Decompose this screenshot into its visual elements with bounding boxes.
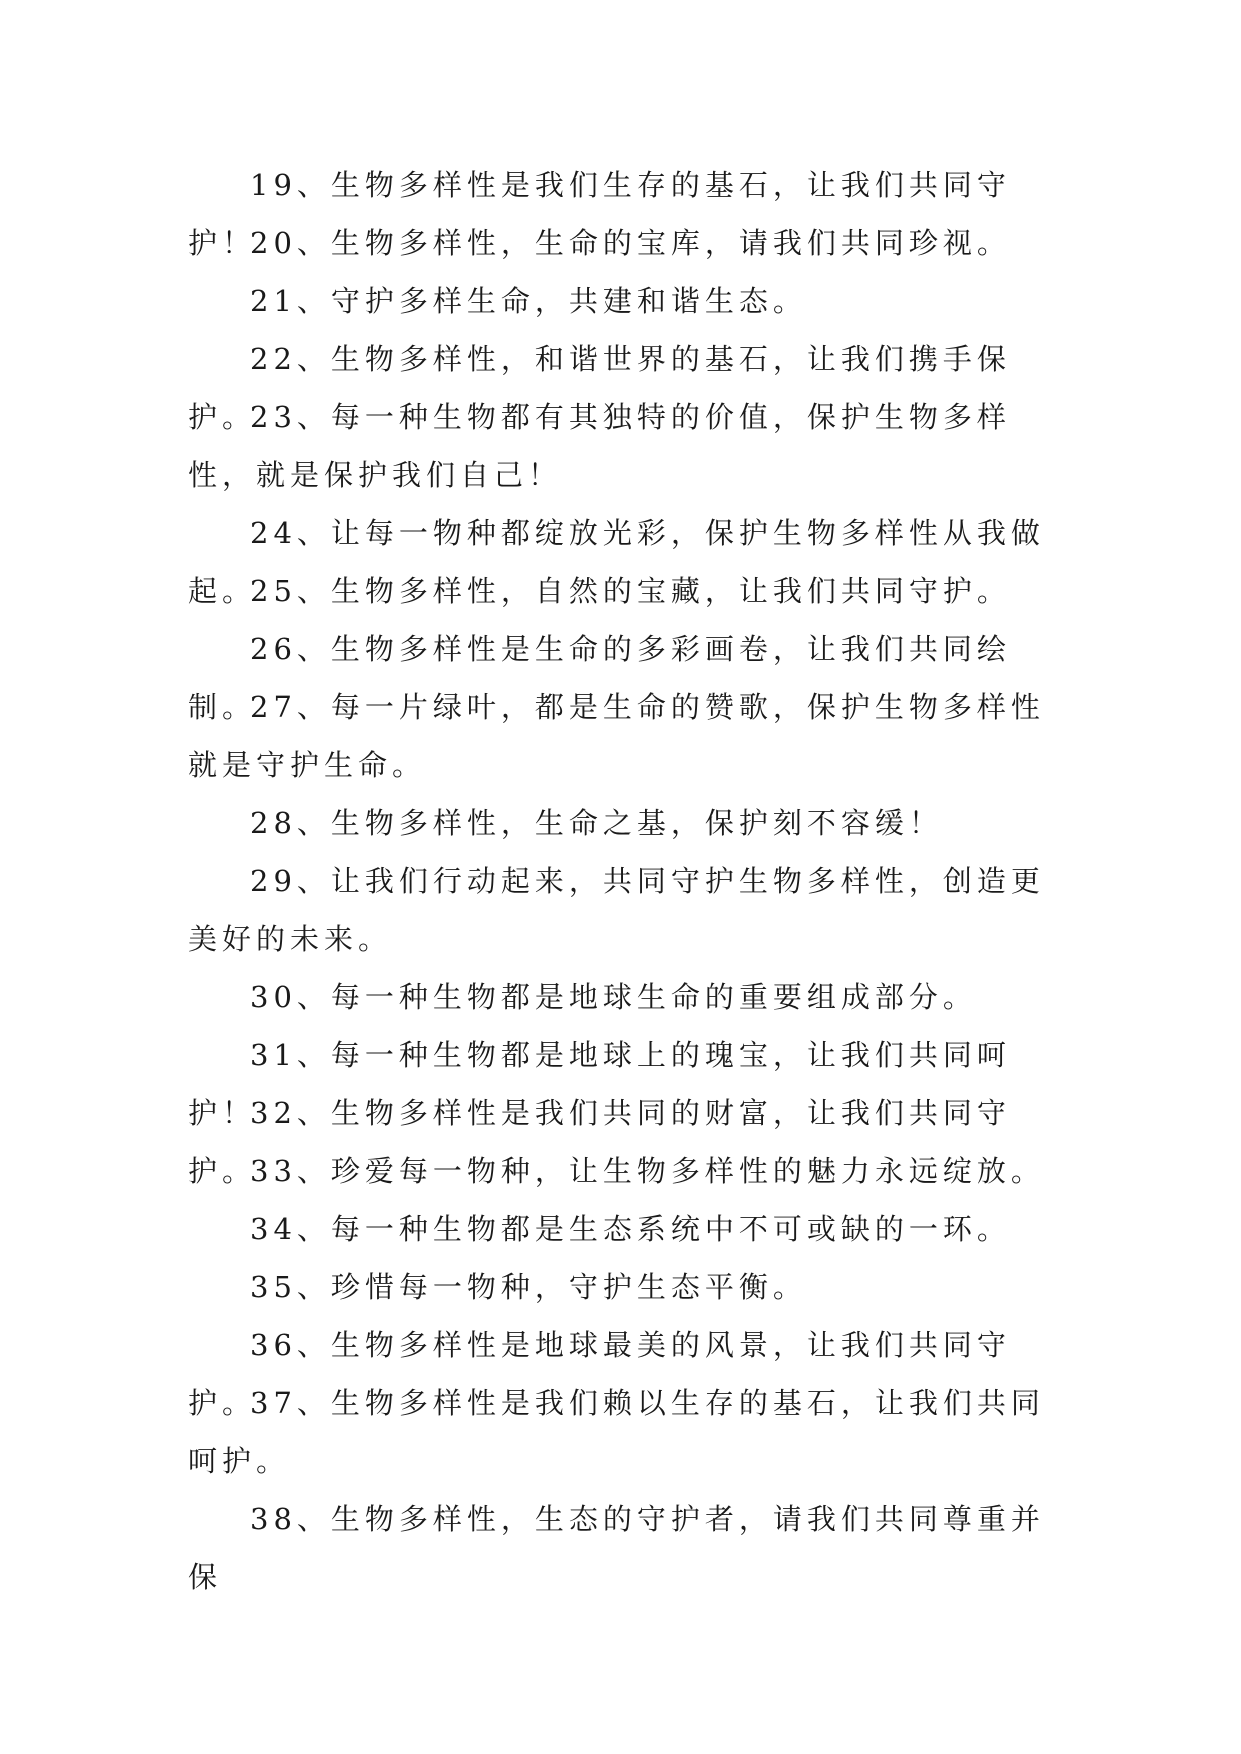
slogan-30: 30、每一种生物都是地球生命的重要组成部分。 <box>250 980 977 1014</box>
slogan-19: 19、生物多样性是我们生存的基石，让我们共同守护！ <box>188 168 1011 260</box>
slogan-24: 24、让每一物种都绽放光彩，保护生物多样性从我做起。 <box>188 516 1045 608</box>
slogan-34: 34、每一种生物都是生态系统中不可或缺的一环。 <box>250 1212 1011 1246</box>
slogan-27: 27、每一片绿叶，都是生命的赞歌，保护生物多样性就是守护生命。 <box>188 690 1045 782</box>
slogan-38: 38、生物多样性，生态的守护者，请我们共同尊重并保 <box>188 1502 1045 1594</box>
slogan-20: 20、生物多样性，生命的宝库，请我们共同珍视。 <box>250 226 1011 260</box>
slogan-35: 35、珍惜每一物种，守护生态平衡。 <box>250 1270 807 1304</box>
slogan-33: 33、珍爱每一物种，让生物多样性的魅力永远绽放。 <box>250 1154 1045 1188</box>
slogan-22: 22、生物多样性，和谐世界的基石，让我们携手保护。 <box>188 342 1011 434</box>
slogan-25: 25、生物多样性，自然的宝藏，让我们共同守护。 <box>250 574 1011 608</box>
slogan-36: 36、生物多样性是地球最美的风景，让我们共同守护。 <box>188 1328 1011 1420</box>
slogan-26: 26、生物多样性是生命的多彩画卷，让我们共同绘制。 <box>188 632 1011 724</box>
slogan-32: 32、生物多样性是我们共同的财富，让我们共同守护。 <box>188 1096 1011 1188</box>
slogan-29: 29、让我们行动起来，共同守护生物多样性，创造更美好的未来。 <box>188 864 1045 956</box>
slogan-21: 21、守护多样生命，共建和谐生态。 <box>250 284 807 318</box>
slogan-31: 31、每一种生物都是地球上的瑰宝，让我们共同呵护！ <box>188 1038 1011 1130</box>
slogan-28: 28、生物多样性，生命之基，保护刻不容缓！ <box>250 806 943 840</box>
slogan-23: 23、每一种生物都有其独特的价值，保护生物多样性，就是保护我们自己！ <box>188 400 1011 492</box>
slogan-37: 37、生物多样性是我们赖以生存的基石，让我们共同呵护。 <box>188 1386 1045 1478</box>
